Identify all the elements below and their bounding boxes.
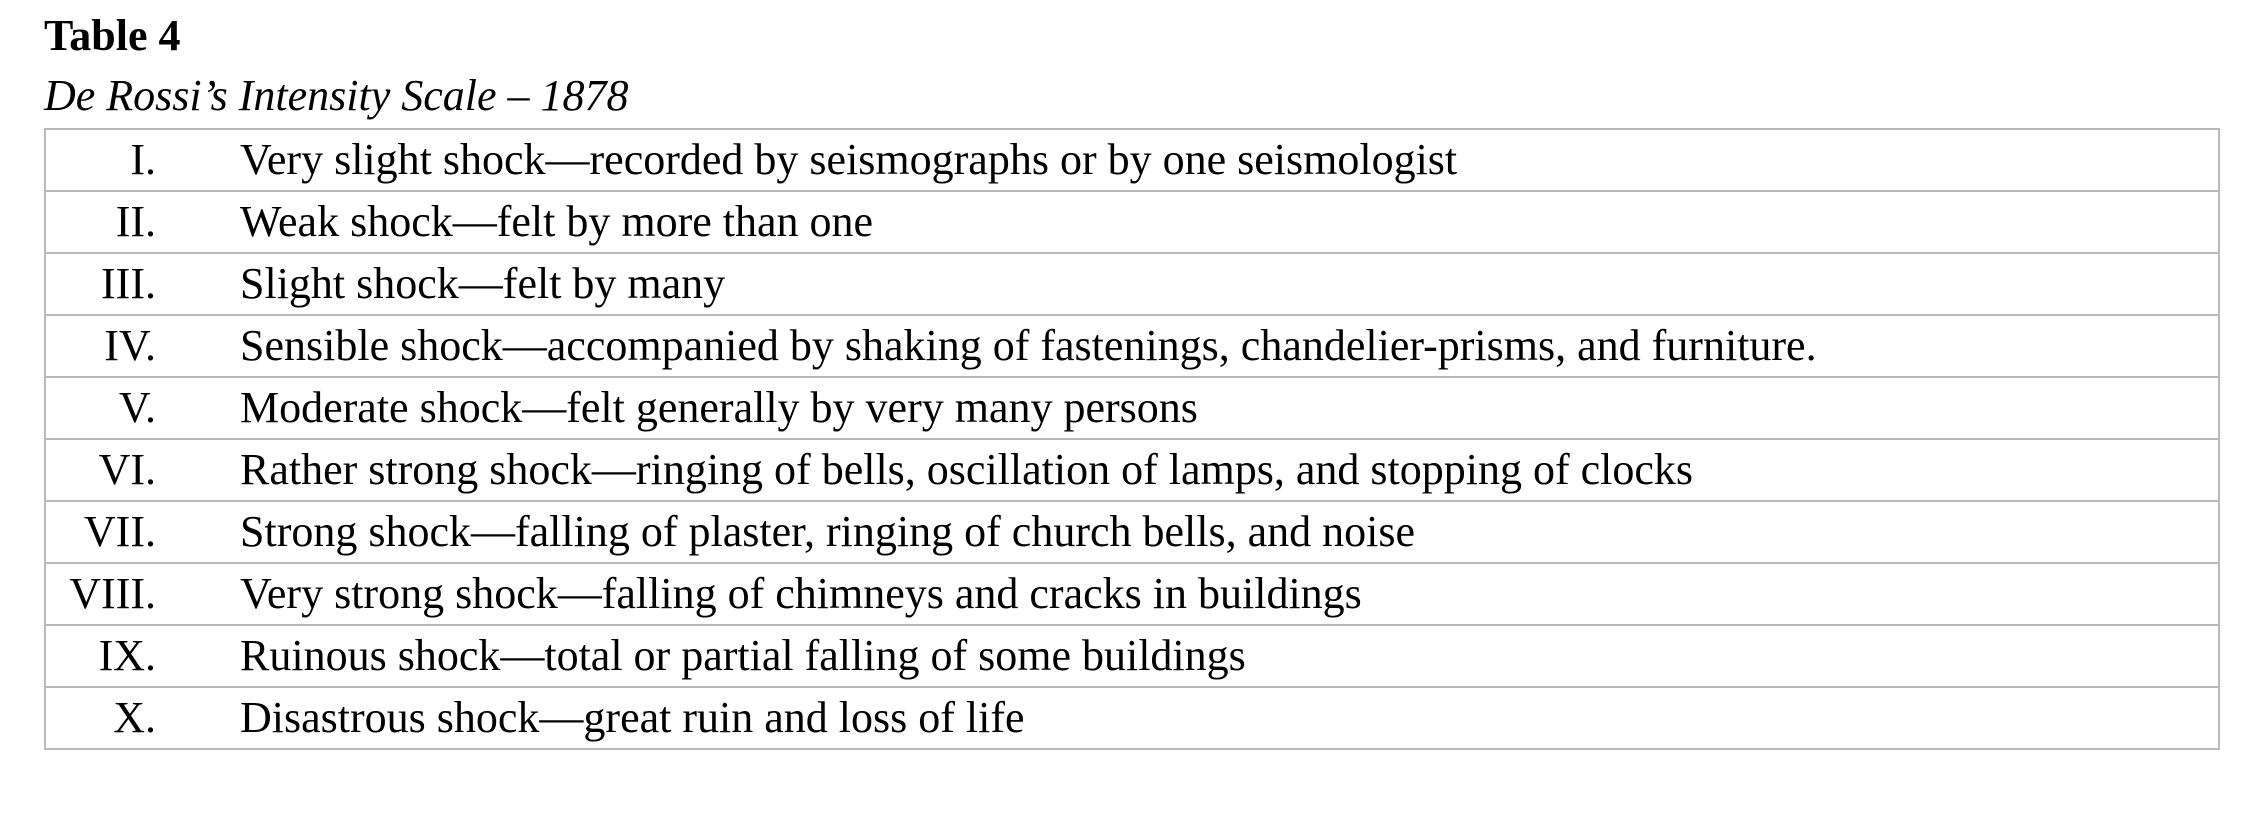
table-row (45, 377, 2219, 439)
intensity-numeral: X. (45, 687, 156, 749)
table-row (45, 253, 2219, 315)
intensity-description: Moderate shock—felt generally by very many persons (156, 377, 2219, 439)
table-row (45, 563, 2219, 625)
table-row (45, 191, 2219, 253)
intensity-description: Disastrous shock—great ruin and loss of life (156, 687, 2219, 749)
table-row (45, 625, 2219, 687)
intensity-numeral: IV. (45, 315, 156, 377)
intensity-description: Slight shock—felt by many (156, 253, 2219, 315)
intensity-numeral: VI. (45, 439, 156, 501)
table-row (45, 439, 2219, 501)
table-row (45, 129, 2219, 191)
table-number: Table 4 (44, 11, 181, 60)
intensity-description: Ruinous shock—total or partial falling of some buildings (156, 625, 2219, 687)
intensity-numeral: III. (45, 253, 156, 315)
intensity-description: Sensible shock—accompanied by shaking of fastenings, chandelier-prisms, and furniture. (156, 315, 2219, 377)
intensity-numeral: VII. (45, 501, 156, 563)
intensity-numeral: V. (45, 377, 156, 439)
intensity-description: Very slight shock—recorded by seismographs or by one seismologist (156, 129, 2219, 191)
intensity-description: Rather strong shock—ringing of bells, oscillation of lamps, and stopping of clocks (156, 439, 2219, 501)
intensity-description: Weak shock—felt by more than one (156, 191, 2219, 253)
intensity-numeral: VIII. (45, 563, 156, 625)
intensity-numeral: I. (45, 129, 156, 191)
intensity-numeral: II. (45, 191, 156, 253)
intensity-description: Strong shock—falling of plaster, ringing of church bells, and noise (156, 501, 2219, 563)
table-row (45, 687, 2219, 749)
table-row (45, 501, 2219, 563)
intensity-description: Very strong shock—falling of chimneys and cracks in buildings (156, 563, 2219, 625)
intensity-scale-table (44, 128, 2220, 750)
intensity-numeral: IX. (45, 625, 156, 687)
table-caption: De Rossi’s Intensity Scale – 1878 (44, 71, 629, 120)
table-row (45, 315, 2219, 377)
